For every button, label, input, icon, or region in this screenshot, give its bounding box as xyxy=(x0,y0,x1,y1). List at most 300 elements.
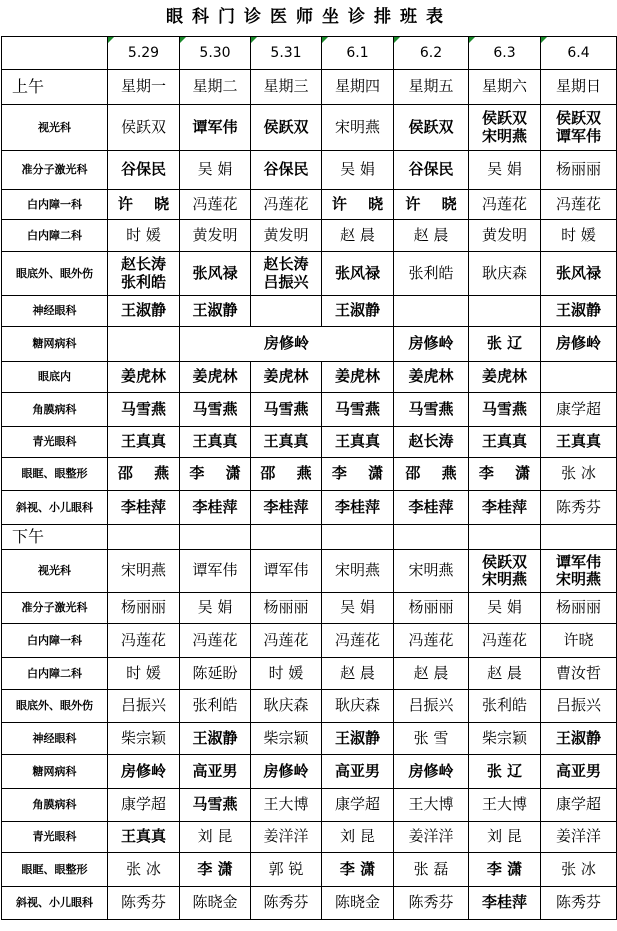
schedule-cell xyxy=(469,690,541,723)
doctor-name: 赵 晨 xyxy=(340,663,375,682)
schedule-cell xyxy=(108,690,180,723)
dept-label: 眼底内 xyxy=(2,362,108,393)
schedule-cell xyxy=(180,755,251,789)
schedule-cell xyxy=(251,789,322,822)
doctor-name: 张利皓 xyxy=(192,696,238,715)
corner-cell xyxy=(2,37,108,70)
schedule-cell xyxy=(322,690,394,723)
schedule-table xyxy=(1,0,617,920)
doctor-name: 赵长涛 xyxy=(408,432,454,451)
schedule-cell xyxy=(108,789,180,822)
doctor-name: 康学超 xyxy=(555,795,601,814)
schedule-cell xyxy=(541,362,617,393)
schedule-cell xyxy=(251,190,322,220)
dept-row xyxy=(2,296,617,327)
schedule-cell xyxy=(251,853,322,887)
dept-row xyxy=(2,362,617,393)
doctor-name: 陈晓金 xyxy=(192,893,238,912)
dept-row xyxy=(2,105,617,151)
schedule-cell xyxy=(322,550,394,593)
doctor-name: 姜虎林 xyxy=(263,367,309,386)
schedule-cell xyxy=(108,853,180,887)
comment-marker-icon xyxy=(180,37,186,43)
schedule-cell xyxy=(322,624,394,658)
schedule-cell xyxy=(180,822,251,853)
schedule-cell xyxy=(251,755,322,789)
schedule-cell xyxy=(541,252,617,296)
doctor-name: 李 潇 xyxy=(189,464,249,483)
dept-row xyxy=(2,853,617,887)
doctor-name: 王真真 xyxy=(334,432,380,451)
schedule-cell xyxy=(469,658,541,690)
schedule-cell xyxy=(180,458,251,491)
schedule-cell xyxy=(251,362,322,393)
schedule-cell xyxy=(469,822,541,853)
schedule-cell xyxy=(394,458,469,491)
schedule-cell xyxy=(541,393,617,427)
schedule-cell xyxy=(108,105,180,151)
dept-label: 糖网病科 xyxy=(2,327,108,362)
doctor-name: 张 冰 xyxy=(126,859,161,878)
doctor-name: 张 辽 xyxy=(486,334,523,353)
schedule-cell xyxy=(251,458,322,491)
doctor-name: 高亚男 xyxy=(555,761,601,780)
schedule-cell xyxy=(394,550,469,593)
schedule-cell xyxy=(541,658,617,690)
doctor-name: 房修岭 xyxy=(408,761,454,780)
schedule-cell xyxy=(394,593,469,624)
doctor-name: 许 晓 xyxy=(331,194,392,213)
doctor-name: 王真真 xyxy=(192,432,238,451)
schedule-cell xyxy=(394,853,469,887)
schedule-cell xyxy=(394,393,469,427)
doctor-name: 谷保民 xyxy=(120,160,166,179)
doctor-name: 李桂萍 xyxy=(120,497,166,516)
doctor-name: 马雪燕 xyxy=(334,399,380,418)
schedule-cell xyxy=(251,393,322,427)
doctor-name: 宋明燕 xyxy=(334,561,380,580)
schedule-cell xyxy=(108,887,180,920)
empty-cell xyxy=(108,525,180,550)
doctor-name: 时 媛 xyxy=(126,663,161,682)
dept-label: 青光眼科 xyxy=(2,822,108,853)
dept-label: 白内障二科 xyxy=(2,220,108,252)
doctor-name: 李桂萍 xyxy=(481,497,527,516)
doctor-name: 张利皓 xyxy=(120,272,166,291)
doctor-name: 冯莲花 xyxy=(555,194,601,213)
doctor-name: 宋明燕 xyxy=(408,561,454,580)
doctor-name: 黄发明 xyxy=(263,225,309,244)
doctor-name: 吴 娟 xyxy=(487,598,522,617)
schedule-cell xyxy=(251,658,322,690)
schedule-cell xyxy=(180,690,251,723)
doctor-name: 时 媛 xyxy=(268,663,304,682)
dept-row xyxy=(2,755,617,789)
doctor-name: 马雪燕 xyxy=(120,399,166,418)
schedule-cell xyxy=(251,151,322,190)
schedule-cell xyxy=(322,789,394,822)
doctor-name: 张 冰 xyxy=(561,464,596,483)
doctor-name: 李 潇 xyxy=(331,464,392,483)
dept-label: 斜视、小儿眼科 xyxy=(2,887,108,920)
section-label: 上午 xyxy=(2,70,108,105)
schedule-cell xyxy=(180,624,251,658)
doctor-name: 冯莲花 xyxy=(192,630,238,649)
doctor-name: 许晓 xyxy=(563,630,594,649)
schedule-cell xyxy=(180,220,251,252)
schedule-cell xyxy=(322,593,394,624)
schedule-cell xyxy=(108,491,180,525)
schedule-cell xyxy=(322,220,394,252)
doctor-name: 陈延盼 xyxy=(192,663,238,682)
doctor-name: 陈秀芬 xyxy=(555,497,601,516)
dept-row xyxy=(2,427,617,458)
schedule-cell xyxy=(469,362,541,393)
dept-row xyxy=(2,393,617,427)
schedule-cell xyxy=(394,190,469,220)
doctor-name: 王真真 xyxy=(481,432,527,451)
doctor-name: 张利皓 xyxy=(408,263,454,282)
schedule-cell xyxy=(108,593,180,624)
empty-cell xyxy=(180,525,251,550)
date-cell: 5.30 xyxy=(180,37,251,70)
schedule-cell xyxy=(108,427,180,458)
weekday-cell: 星期四 xyxy=(322,70,394,105)
doctor-name: 马雪燕 xyxy=(263,399,309,418)
dept-label: 眼底外、眼外伤 xyxy=(2,690,108,723)
doctor-name: 王淑静 xyxy=(334,301,380,320)
dept-label: 眼眶、眼整形 xyxy=(2,458,108,491)
doctor-name: 姜虎林 xyxy=(120,367,166,386)
dept-label: 斜视、小儿眼科 xyxy=(2,491,108,525)
doctor-name: 赵 晨 xyxy=(340,225,375,244)
doctor-name: 吕振兴 xyxy=(555,696,601,715)
schedule-cell xyxy=(469,458,541,491)
weekday-cell: 星期二 xyxy=(180,70,251,105)
doctor-name: 耿庆森 xyxy=(481,263,527,282)
dept-label: 糖网病科 xyxy=(2,755,108,789)
schedule-cell xyxy=(108,190,180,220)
dept-row xyxy=(2,624,617,658)
dept-row xyxy=(2,887,617,920)
doctor-name: 姜虎林 xyxy=(192,367,238,386)
comment-marker-icon xyxy=(541,37,547,43)
schedule-cell xyxy=(469,190,541,220)
schedule-cell xyxy=(251,550,322,593)
doctor-name: 柴宗颖 xyxy=(481,728,527,747)
dept-label: 神经眼科 xyxy=(2,723,108,755)
schedule-cell xyxy=(108,393,180,427)
doctor-name: 冯莲花 xyxy=(120,630,166,649)
schedule-cell xyxy=(394,151,469,190)
schedule-cell xyxy=(541,624,617,658)
doctor-name: 冯莲花 xyxy=(408,630,454,649)
schedule-cell xyxy=(469,252,541,296)
schedule-cell xyxy=(251,252,322,296)
doctor-name: 柴宗颖 xyxy=(263,728,309,747)
weekday-cell: 星期六 xyxy=(469,70,541,105)
doctor-name: 谭军伟 xyxy=(263,561,309,580)
doctor-name: 吴 娟 xyxy=(197,160,233,179)
doctor-name: 李 潇 xyxy=(486,859,523,878)
dept-label: 白内障一科 xyxy=(2,624,108,658)
schedule-cell xyxy=(108,624,180,658)
doctor-name: 吕振兴 xyxy=(263,272,309,291)
doctor-name: 房修岭 xyxy=(263,761,309,780)
dept-row xyxy=(2,190,617,220)
doctor-name: 王真真 xyxy=(555,432,601,451)
doctor-name: 耿庆森 xyxy=(334,696,380,715)
doctor-name: 陈秀芬 xyxy=(263,893,309,912)
doctor-name: 谷保民 xyxy=(263,160,309,179)
schedule-cell xyxy=(322,658,394,690)
doctor-name: 冯莲花 xyxy=(481,630,527,649)
section-label: 下午 xyxy=(2,525,108,550)
doctor-name: 王淑静 xyxy=(192,728,238,747)
dept-label: 准分子激光科 xyxy=(2,151,108,190)
dept-label: 角膜病科 xyxy=(2,393,108,427)
doctor-name: 李桂萍 xyxy=(481,893,527,912)
empty-cell xyxy=(322,525,394,550)
doctor-name: 王真真 xyxy=(120,827,166,846)
doctor-name: 姜洋洋 xyxy=(263,827,309,846)
doctor-name: 马雪燕 xyxy=(192,795,238,814)
dept-label: 视光科 xyxy=(2,550,108,593)
schedule-cell xyxy=(108,723,180,755)
schedule-cell xyxy=(541,105,617,151)
doctor-name: 冯莲花 xyxy=(481,194,527,213)
doctor-name: 陈秀芬 xyxy=(408,893,454,912)
comment-marker-icon xyxy=(251,37,257,43)
doctor-name: 李桂萍 xyxy=(192,497,238,516)
date-row xyxy=(2,37,617,70)
doctor-name: 时 媛 xyxy=(561,225,596,244)
schedule-cell xyxy=(108,252,180,296)
doctor-name: 侯跃双 xyxy=(263,117,309,136)
weekday-row xyxy=(2,70,617,105)
schedule-cell xyxy=(469,887,541,920)
doctor-name: 宋明燕 xyxy=(334,117,380,136)
dept-label: 白内障一科 xyxy=(2,190,108,220)
schedule-cell xyxy=(322,427,394,458)
doctor-name: 陈秀芬 xyxy=(120,893,166,912)
schedule-cell xyxy=(322,252,394,296)
schedule-cell xyxy=(322,822,394,853)
doctor-name: 柴宗颖 xyxy=(120,728,166,747)
doctor-name: 高亚男 xyxy=(192,761,238,780)
doctor-name: 刘 昆 xyxy=(487,827,522,846)
dept-row xyxy=(2,723,617,755)
doctor-name: 房修岭 xyxy=(555,334,601,353)
schedule-cell xyxy=(108,550,180,593)
doctor-name: 姜虎林 xyxy=(408,367,454,386)
doctor-name: 房修岭 xyxy=(408,334,454,353)
doctor-name: 马雪燕 xyxy=(192,399,238,418)
schedule-cell xyxy=(180,362,251,393)
schedule-cell xyxy=(322,755,394,789)
doctor-name: 冯莲花 xyxy=(263,630,309,649)
dept-label: 视光科 xyxy=(2,105,108,151)
schedule-cell xyxy=(394,296,469,327)
schedule-cell xyxy=(394,755,469,789)
schedule-cell xyxy=(469,427,541,458)
schedule-cell xyxy=(322,458,394,491)
schedule-cell xyxy=(541,327,617,362)
schedule-cell xyxy=(541,593,617,624)
schedule-cell xyxy=(322,105,394,151)
schedule-cell xyxy=(180,853,251,887)
doctor-name: 姜洋洋 xyxy=(408,827,454,846)
schedule-cell xyxy=(108,296,180,327)
doctor-name: 刘 昆 xyxy=(197,827,233,846)
doctor-name: 杨丽丽 xyxy=(555,598,601,617)
schedule-cell xyxy=(180,151,251,190)
doctor-name: 许 晓 xyxy=(117,194,178,213)
weekday-cell: 星期三 xyxy=(251,70,322,105)
doctor-name: 王淑静 xyxy=(192,301,238,320)
schedule-cell xyxy=(394,690,469,723)
date-cell: 5.29 xyxy=(108,37,180,70)
doctor-name: 王淑静 xyxy=(555,728,601,747)
doctor-name: 张 辽 xyxy=(486,761,523,780)
dept-row xyxy=(2,550,617,593)
doctor-name: 王大博 xyxy=(263,795,309,814)
schedule-cell xyxy=(469,296,541,327)
doctor-name: 谭军伟 xyxy=(192,117,238,136)
doctor-name: 侯跃双 xyxy=(120,117,166,136)
schedule-cell xyxy=(322,491,394,525)
schedule-cell xyxy=(251,491,322,525)
schedule-cell xyxy=(322,296,394,327)
schedule-cell xyxy=(180,887,251,920)
schedule-cell xyxy=(469,789,541,822)
schedule-cell xyxy=(180,296,251,327)
schedule-cell xyxy=(251,427,322,458)
schedule-cell xyxy=(394,658,469,690)
weekday-cell: 星期一 xyxy=(108,70,180,105)
schedule-cell xyxy=(322,723,394,755)
doctor-name: 邵 燕 xyxy=(117,464,178,483)
comment-marker-icon xyxy=(108,37,114,43)
dept-label: 青光眼科 xyxy=(2,427,108,458)
doctor-name: 赵长涛 xyxy=(263,255,309,274)
schedule-cell xyxy=(394,105,469,151)
doctor-name: 李 潇 xyxy=(478,464,539,483)
doctor-name: 房修岭 xyxy=(120,761,166,780)
doctor-name: 吴 娟 xyxy=(340,598,375,617)
doctor-name: 赵长涛 xyxy=(120,255,166,274)
doctor-name: 李桂萍 xyxy=(408,497,454,516)
page-title: 眼科门诊医师坐诊排班表 xyxy=(2,0,617,37)
schedule-cell xyxy=(180,427,251,458)
schedule-cell xyxy=(541,190,617,220)
doctor-name: 张风禄 xyxy=(192,263,238,282)
doctor-name: 王真真 xyxy=(263,432,309,451)
schedule-cell xyxy=(469,393,541,427)
schedule-cell xyxy=(469,327,541,362)
doctor-name: 杨丽丽 xyxy=(555,160,601,179)
schedule-cell xyxy=(180,550,251,593)
dept-row xyxy=(2,593,617,624)
schedule-cell xyxy=(541,723,617,755)
schedule-cell xyxy=(251,887,322,920)
doctor-name: 吴 娟 xyxy=(487,160,522,179)
doctor-name: 高亚男 xyxy=(334,761,380,780)
dept-row xyxy=(2,220,617,252)
doctor-name: 康学超 xyxy=(334,795,380,814)
doctor-name: 侯跃双 xyxy=(408,117,454,136)
doctor-name: 康学超 xyxy=(120,795,166,814)
dept-row xyxy=(2,789,617,822)
doctor-name: 李桂萍 xyxy=(334,497,380,516)
empty-cell xyxy=(251,525,322,550)
doctor-name: 曹汝哲 xyxy=(555,663,601,682)
schedule-cell xyxy=(322,190,394,220)
doctor-name: 时 媛 xyxy=(126,225,161,244)
schedule-cell xyxy=(180,593,251,624)
schedule-cell xyxy=(541,822,617,853)
dept-label: 眼底外、眼外伤 xyxy=(2,252,108,296)
schedule-cell xyxy=(108,458,180,491)
doctor-name: 张 雪 xyxy=(413,728,449,747)
doctor-name: 马雪燕 xyxy=(481,399,527,418)
schedule-cell xyxy=(541,755,617,789)
doctor-name: 陈晓金 xyxy=(334,893,380,912)
date-cell: 6.1 xyxy=(322,37,394,70)
schedule-cell xyxy=(251,220,322,252)
doctor-name: 康学超 xyxy=(555,399,601,418)
dept-label: 白内障二科 xyxy=(2,658,108,690)
dept-row xyxy=(2,252,617,296)
doctor-name: 冯莲花 xyxy=(263,194,309,213)
doctor-name: 吕振兴 xyxy=(120,696,166,715)
schedule-cell xyxy=(541,427,617,458)
schedule-cell xyxy=(469,853,541,887)
merged-schedule-cell: 房修岭 xyxy=(180,327,394,362)
doctor-name: 杨丽丽 xyxy=(120,598,166,617)
schedule-cell xyxy=(108,220,180,252)
dept-row xyxy=(2,327,617,362)
doctor-name: 郭 锐 xyxy=(268,859,304,878)
doctor-name: 黄发明 xyxy=(481,225,527,244)
schedule-cell xyxy=(394,252,469,296)
schedule-cell xyxy=(541,296,617,327)
schedule-cell xyxy=(469,593,541,624)
empty-cell xyxy=(541,525,617,550)
schedule-cell xyxy=(394,723,469,755)
doctor-name: 吕振兴 xyxy=(408,696,454,715)
schedule-cell xyxy=(322,393,394,427)
schedule-cell xyxy=(394,220,469,252)
dept-label: 角膜病科 xyxy=(2,789,108,822)
schedule-cell xyxy=(180,723,251,755)
dept-label: 眼眶、眼整形 xyxy=(2,853,108,887)
doctor-name: 张 冰 xyxy=(561,859,596,878)
schedule-cell xyxy=(322,362,394,393)
schedule-cell xyxy=(180,491,251,525)
schedule-cell xyxy=(180,105,251,151)
comment-marker-icon xyxy=(469,37,475,43)
doctor-name: 杨丽丽 xyxy=(263,598,309,617)
weekday-cell: 星期日 xyxy=(541,70,617,105)
dept-label: 准分子激光科 xyxy=(2,593,108,624)
doctor-name: 马雪燕 xyxy=(408,399,454,418)
schedule-cell xyxy=(251,822,322,853)
doctor-name: 侯跃双 xyxy=(481,109,527,128)
doctor-name: 宋明燕 xyxy=(555,570,601,588)
schedule-cell xyxy=(251,624,322,658)
doctor-name: 许 晓 xyxy=(405,194,465,213)
